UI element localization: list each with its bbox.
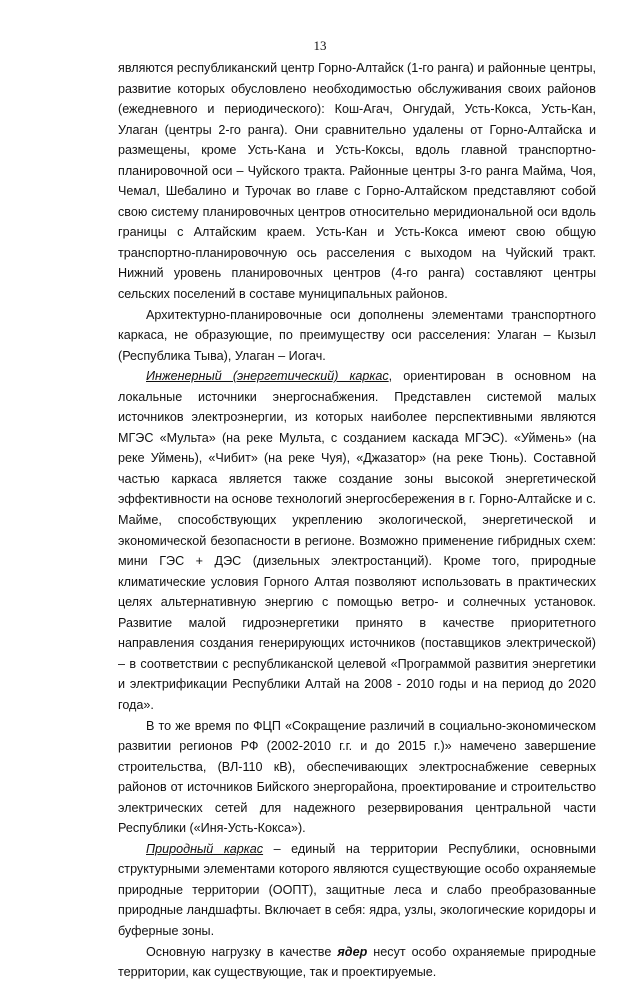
paragraph-settlement-centers: являются республиканский центр Горно-Алтайск (1-го ранга) и районные центры, развитие которых обусловлено необходимостью обслуживания своих районов (ежедневного и периодического): Кош-Агач, Онгудай, Усть-Кокса, Усть-Кан, Улаган (центры 2-го ранга). Они сравнительно удалены от Горно-Алтайска и размещены, кроме Усть-Кана и Усть-Коксы, вдоль главной транспортно-планировочной оси – Чуйского тракта. Районные центры 3-го ранга Майма, Чоя, Чемал, Шебалино и Турочак во главе с Горно-Алтайском представляют собой свою систему планировочных центров относительно меридиональной оси вдоль границы с Алтайским краем. Усть-Кан и Усть-Кокса имеют свою общую транспортно-планировочную ось расселения с выходом на Чуйский тракт. Нижний уровень планировочных центров (4-го ранга) составляют центры сельских поселений в составе муниципальных районов. [118, 61, 596, 302]
term-natural-frame: Природный каркас [146, 841, 264, 856]
page-number: 13 [313, 38, 327, 53]
paragraph-text: Основную нагрузку в качестве [146, 944, 338, 959]
paragraph-natural-frame [118, 839, 596, 942]
paragraph-engineering-frame [118, 366, 596, 715]
emphasis-cores: ядер [337, 944, 368, 959]
paragraph-text: несут особо охраняемые природные территории, как существующие, так и проектируемые. [118, 944, 596, 980]
paragraph-text: – единый на территории Республики, основными структурными элементами которого являются существующие особо охраняемые природные территории (ООПТ), защитные леса и слабо преобразованные природные ландшафты. Включает в себя: ядра, узлы, экологические коридоры и буферные зоны. [118, 841, 596, 938]
paragraph-federal-program: В то же время по ФЦП «Сокращение различий в социально-экономическом развитии регионов РФ (2002-2010 г.г. и до 2015 г.)» намечено завершение строительства, (ВЛ-110 кВ), обеспечивающих электроснабжение северных районов от источников Бийского энергорайона, проектирование и строительство электрических сетей для надежного резервирования центральной части Республики («Иня-Усть-Кокса»). [118, 718, 596, 836]
document-body [118, 58, 596, 983]
paragraph-planning-axes: Архитектурно-планировочные оси дополнены элементами транспортного каркаса, не образующие, по преимуществу оси расселения: Улаган – Кызыл (Республика Тыва), Улаган – Иогач. [118, 307, 596, 363]
paragraph-cores [118, 942, 596, 983]
term-engineering-frame: Инженерный (энергетический) каркас [146, 369, 389, 384]
paragraph-text: , ориентирован в основном на локальные источники энергоснабжения. Представлен системой малых источников электроэнергии, из которых наиболее перспективными являются МГЭС «Мульта» (на реке Мульта, с созданием каскада МГЭС). «Уймень» (на реке Уймень), «Чибит» (на реке Чуя), «Джазатор» (на реке Тюнь). Составной частью каркаса является также создание зоны высокой энергетической эффективности на основе технологий энергосбережения в г. Горно-Алтайске и с. Майме, способствующих укреплению экологической, энергетической и экономической безопасности в регионе. Возможно применение гибридных схем: мини ГЭС + ДЭС (дизельных электростанций). Кроме того, природные климатические условия Горного Алтая позволяют использовать в практических целях альтернативную энергию с помощью ветро- и солнечных установок. Развитие малой гидроэнергетики принято в качестве приоритетного направления создания генерирующих источников (поставщиков электрической) – в соответствии с республиканской целевой «Программой развития энергетики и электрификации Республики Алтай на 2008 - 2010 годы и на период до 2020 года». [118, 369, 596, 712]
